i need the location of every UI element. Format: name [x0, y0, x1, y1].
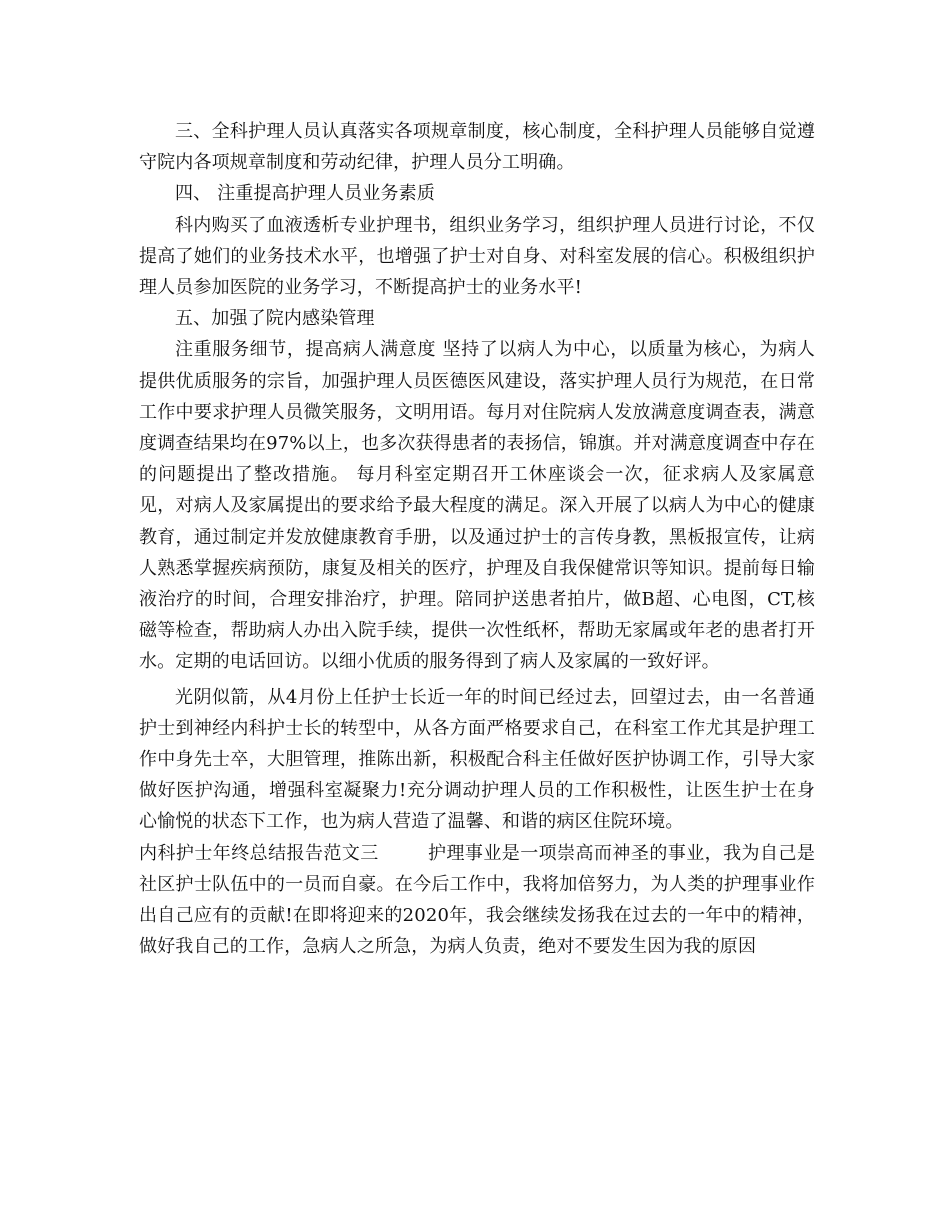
paragraph-service: 注重服务细节，提高病人满意度 坚持了以病人为中心，以质量为核心，为病人提供优质服务的宗旨，加强护理人员医德医风建设，落实护理人员行为规范，在日常工作中要求护理人员微笑服务，文明用语。每月对住院病人发放满意度调查表，满意度调查结果均在97%以上，也多次获得患者的表扬信，锦旗。并对满意度调查中存在的问题提出了整改措施。 每月科室定期召开工休座谈会一次，征求病人及家属意见，对病人及家属提出的要求给予最大程度的满足。深入开展了以病人为中心的健康教育，通过制定并发放健康教育手册，以及通过护士的言传身教，黑板报宣传，让病人熟悉掌握疾病预防，康复及相关的医疗，护理及自我保健常识等知识。提前每日输液治疗的时间，合理安排治疗，护理。陪同护送患者拍片，做B超、心电图，CT,核磁等检查，帮助病人办出入院手续，提供一次性纸杯，帮助无家属或年老的患者打开水。定期的电话回访。以细小优质的服务得到了病人及家属的一致好评。 — [139, 339, 815, 673]
paragraph-training: 科内购买了血液透析专业护理书，组织业务学习，组织护理人员进行讨论，不仅提高了她们的业务技术水平，也增强了护士对自身、对科室发展的信心。积极组织护理人员参加医院的业务学习，不断提高护士的业务水平! — [139, 214, 815, 299]
paragraph-summary: 光阴似箭，从4月份上任护士长近一年的时间已经过去，回望过去，由一名普通护士到神经内科护士长的转型中，从各方面严格要求自己，在科室工作尤其是护理工作中身先士卒，大胆管理，推陈出新，积极配合科主任做好医护协调工作，引导大家做好医护沟通，增强科室凝聚力!充分调动护理人员的工作积极性，让医生护士在身心愉悦的状态下工作，也为病人营造了温馨、和谐的病区住院环境。 — [139, 686, 815, 833]
final-section-body: 护理事业是一项崇高而神圣的事业，我为自己是社区护士队伍中的一员而自豪。在今后工作中，我将加倍努力，为人类的护理事业作出自己应有的贡献!在即将迎来的2020年，我会继续发扬我在过去的一年中的精神，做好我自己的工作，急病人之所急，为病人负责，绝对不要发生因为我的原因 — [139, 842, 815, 958]
heading-spacer — [379, 843, 428, 864]
paragraph-final — [139, 838, 815, 963]
document-body — [139, 116, 815, 962]
section-heading-four: 四、 注重提高护理人员业务素质 — [175, 183, 435, 205]
paragraph-rules: 三、全科护理人员认真落实各项规章制度，核心制度，全科护理人员能够自觉遵守院内各项规章制度和劳动纪律，护理人员分工明确。 — [139, 121, 815, 174]
section-heading-five: 五、加强了院内感染管理 — [175, 308, 375, 330]
final-section-heading: 内科护士年终总结报告范文三 — [139, 842, 379, 864]
